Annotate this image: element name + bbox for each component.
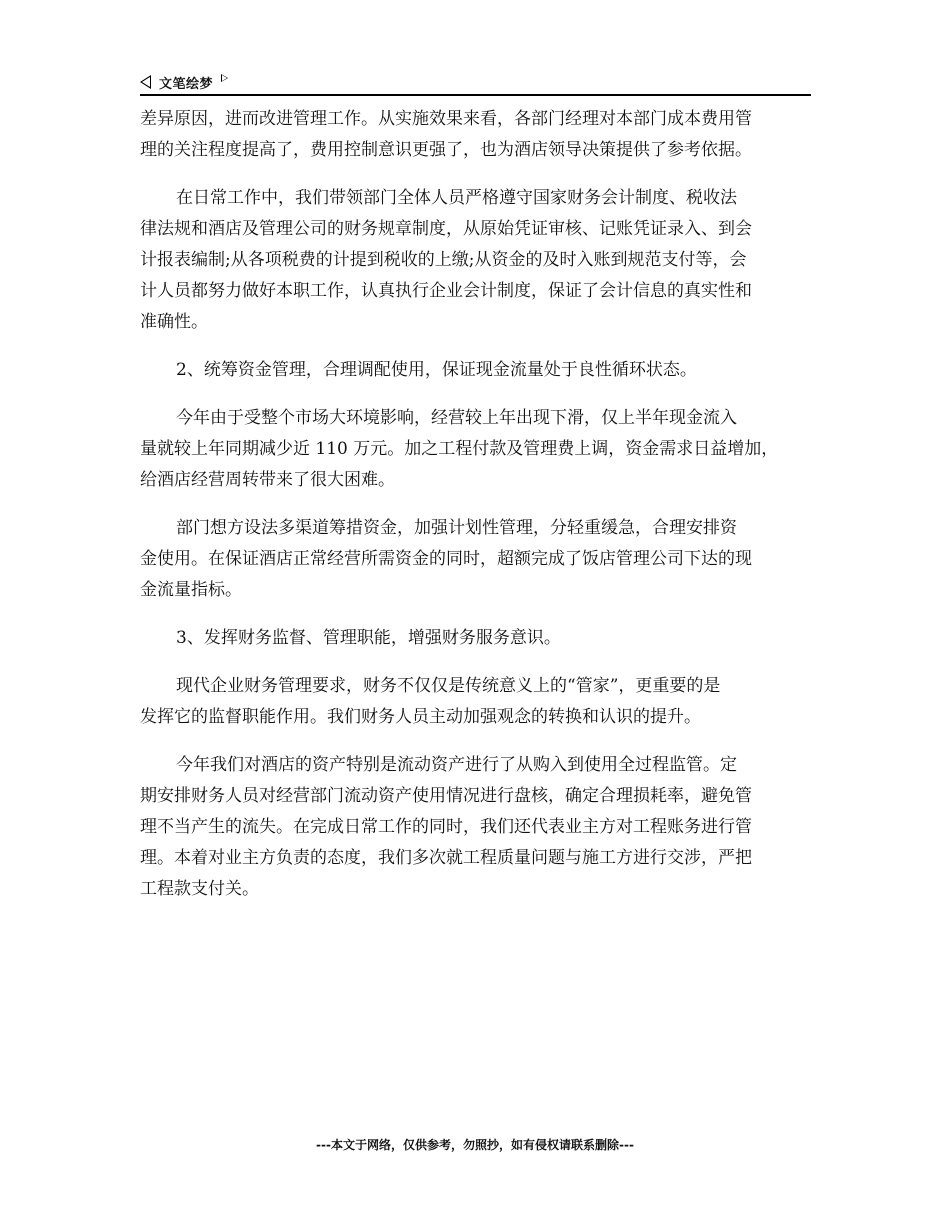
- paragraph-line: 工程款支付关。: [140, 879, 259, 899]
- header-title: 文笔绘梦: [159, 76, 214, 92]
- paragraph-line: 部门想方设法多渠道筹措资金，加强计划性管理，分轻重缓急，合理安排资: [176, 518, 737, 538]
- paragraph-line: 在日常工作中，我们带领部门全体人员严格遵守国家财务会计制度、税收法: [176, 188, 737, 208]
- paragraph-line: 今年我们对酒店的资产特别是流动资产进行了从购入到使用全过程监管。定: [176, 755, 737, 775]
- triangle-right-icon: [221, 74, 228, 82]
- paragraph: [140, 355, 816, 386]
- paragraph-line: 今年由于受整个市场大环境影响，经营较上年出现下滑，仅上半年现金流入: [176, 408, 737, 428]
- paragraph-line: 差异原因，进而改进管理工作。从实施效果来看，各部门经理对本部门成本费用管: [140, 109, 752, 129]
- paragraph-line: 给酒店经营周转带来了很大困难。: [140, 470, 395, 490]
- paragraph: [140, 750, 816, 905]
- paragraph-line: 计报表编制;从各项税费的计提到税收的上缴;从资金的及时入账到规范支付等，会: [140, 250, 747, 270]
- paragraph: [140, 104, 816, 166]
- paragraph-line: 律法规和酒店及管理公司的财务规章制度，从原始凭证审核、记账凭证录入、到会: [140, 219, 752, 239]
- paragraph-line: 计人员都努力做好本职工作，认真执行企业会计制度，保证了会计信息的真实性和: [140, 281, 752, 301]
- paragraph-line: 3、发挥财务监督、管理职能，增强财务服务意识。: [176, 628, 561, 648]
- triangle-left-icon: [140, 75, 151, 89]
- paragraph-line: 期安排财务人员对经营部门流动资产使用情况进行盘核，确定合理损耗率，避免管: [140, 786, 752, 806]
- paragraph-line: 金流量指标。: [140, 580, 242, 600]
- page-header: [140, 70, 811, 96]
- paragraph: [140, 513, 816, 606]
- document-body: [140, 104, 816, 922]
- paragraph-line: 准确性。: [140, 312, 208, 332]
- paragraph-line: 理不当产生的流失。在完成日常工作的同时，我们还代表业主方对工程账务进行管: [140, 817, 752, 837]
- footer-disclaimer: ---本文于网络，仅供参考，勿照抄，如有侵权请联系删除---: [316, 1138, 634, 1152]
- paragraph-line: 理。本着对业主方负责的态度，我们多次就工程质量问题与施工方进行交涉，严把: [140, 848, 752, 868]
- paragraph-line: 金使用。在保证酒店正常经营所需资金的同时，超额完成了饭店管理公司下达的现: [140, 549, 752, 569]
- paragraph-line: 量就较上年同期减少近 110 万元。加之工程付款及管理费上调，资金需求日益增加，: [140, 439, 779, 459]
- paragraph: [140, 403, 816, 496]
- paragraph-line: 现代企业财务管理要求，财务不仅仅是传统意义上的“管家”，更重要的是: [176, 676, 721, 696]
- paragraph-line: 2、统筹资金管理，合理调配使用，保证现金流量处于良性循环状态。: [176, 360, 697, 380]
- paragraph-line: 理的关注程度提高了，费用控制意识更强了，也为酒店领导决策提供了参考依据。: [140, 140, 752, 160]
- paragraph: [140, 183, 816, 338]
- paragraph-line: 发挥它的监督职能作用。我们财务人员主动加强观念的转换和认识的提升。: [140, 707, 701, 727]
- paragraph: [140, 623, 816, 654]
- header-brand: [140, 72, 228, 92]
- paragraph: [140, 671, 816, 733]
